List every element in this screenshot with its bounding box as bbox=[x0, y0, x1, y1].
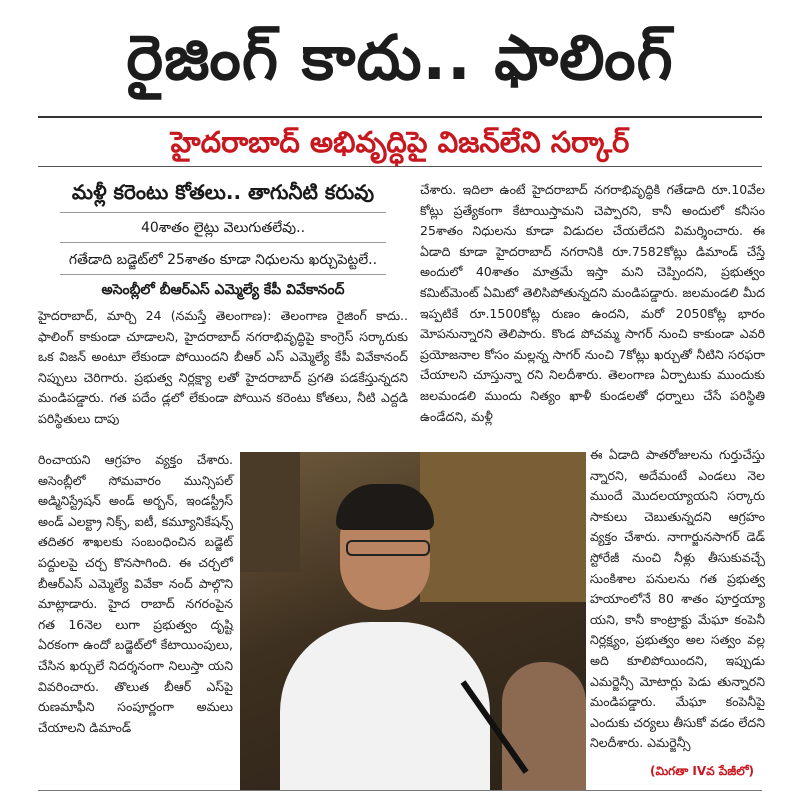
bottom-rule bbox=[38, 790, 762, 791]
deck-rule bbox=[60, 274, 386, 275]
deck-line-2: గతేడాది బడ్జెట్‌లో 25శాతం కూడా నిధులను ఖర్చుపెట్టలే.. bbox=[68, 252, 378, 268]
body-paragraph: చేశారు. ఇదిలా ఉంటే హైదరాబాద్ నగరాభివృద్ధికి గతేడాది రూ.10వేల కోట్లు ప్రత్యేకంగా కేటాయిస్తామని చెప్పారని, కానీ అందులో కనీసం 25శాతం నిధులను కూడా విడుదల చేయలేదని విమర్శించారు. ఈ ఏడాది కూడా హైదరాబాద్ నగరానికి రూ.7582కోట్లు డిమాండ్ చేస్తే అందులో 40శాతం మాత్రమే ఇస్తా మని చెప్పిందని, ప్రభుత్వం కమిట్‌మెంట్ ఏమిటో తెలిసిపోతున్నదని మండిపడ్డారు. జలమండలి మీద ఇప్పటికే రూ.1500కోట్ల రుణం ఉందని, మరో 2050కోట్ల భారం మోపనున్నారని తెలిపారు. కొండ పోచమ్మ సాగర్ నుంచి కాకుండా ఎవరి ప్రయోజనాల కోసం మల్లన్న సాగర్ నుంచి 7కోట్లు ఖర్చుతో నీటిని సరఫరా చేయాలని చూస్తున్నా రని నిలదీశారు. తెలంగాణ ఏర్పాటుకు ముందుకు జలమండలి ముందు నిత్యం ఖాళీ కుండలతో ధర్నాలు చేసే పరిస్థితి ఉండేదని, మళ్లీ bbox=[420, 182, 765, 424]
speaker-shirt bbox=[280, 622, 490, 790]
continuation-ref: (మిగతా IVవ పేజీలో) bbox=[649, 764, 755, 778]
speaker-photo bbox=[240, 452, 586, 790]
body-column-right-top bbox=[420, 180, 765, 427]
body-column-right-bottom bbox=[590, 445, 765, 754]
deck-line-1: 40శాతం లైట్లు వెలుగుతలేవు.. bbox=[140, 220, 306, 236]
mid-rule bbox=[38, 166, 762, 167]
wooden-panel bbox=[240, 452, 300, 572]
subheadline: హైదరాబాద్ అభివృద్ధిపై విజన్‌లేని సర్కార్ bbox=[170, 125, 630, 159]
body-paragraph: హైదరాబాద్, మార్చి 24 (నమస్తే తెలంగాణ): తెలంగాణ రైజింగ్ కాదు.. ఫాలింగ్ కాకుండా చూడాలని, హైదరాబాద్ నగరాభివృద్ధిపై కాంగ్రెస్ సర్కారుకు ఒక విజన్ అంటూ లేకుండా పోయిందని బీఆర్ ఎస్ ఎమ్మెల్యే కేపీ వివేకానంద్ నిప్పులు చెరిగారు. ప్రభుత్వ నిర్లక్ష్యా లతో హైదరాబాద్ ప్రగతి పడకేస్తున్నదని మండిపడ్డారు. గత పదేం డ్లలో లేకుండా పోయిన కరెంటు కోతలు, నీటి ఎద్దడి పరిస్థితులు దాపు bbox=[38, 308, 408, 426]
body-paragraph: ఈ ఏడాది పాతరోజులను గుర్తుచేస్తు న్నారని, అదేమంటే ఎండలు నెల ముందే మొదలయ్యాయని సర్కారు సాకులు చెబుతున్నదని ఆగ్రహం వ్యక్తం చేశారు. నాగార్జునసాగర్ డెడ్ స్టోరేజీ నుంచి నీళ్లు తీసుకువచ్చే సుంకిశాల పనులను గత ప్రభుత్వ హయాంలోనే 80 శాతం పూర్తయ్యా యని, కానీ కాంట్రాక్టు మేఘా కంపెనీ నిర్లక్ష్యం, ప్రభుత్వం అల సత్వం వల్ల అది కూలిపోయిందని, ఇప్పుడు ఎమర్జెన్సీ మోటార్లు పెడు తున్నారని మండిపడ్డారు. మేఘా కంపెనీపై ఎందుకు చర్యలు తీసుకో వడం లేదని నిలదీశారు. ఎమర్జెన్సీ bbox=[590, 447, 765, 751]
top-rule bbox=[38, 116, 762, 118]
speaker-glasses bbox=[346, 540, 430, 556]
wooden-panel bbox=[420, 452, 586, 602]
body-column-left-top bbox=[38, 306, 408, 430]
background-person bbox=[502, 662, 586, 790]
body-column-left-bottom bbox=[38, 450, 233, 738]
body-paragraph: రించాయని ఆగ్రహం వ్యక్తం చేశారు. అసెంబ్లీలో సోమవారం మున్సిపల్ అడ్మినిస్ట్రేషన్ అండ్ అర్బన్, ఇండస్ట్రీస్ అండ్ ఎలక్ట్రా నిక్స్, ఐటీ, కమ్యూనికేషన్స్ తదితర శాఖలకు సంబంధించిన బడ్జెట్ పద్దులపై చర్చ కొనసాగింది. ఈ చర్చలో బీఆర్‌ఎస్ ఎమ్మెల్యే వివేకా నంద్ పాల్గొని మాట్లాడారు. హైద రాబాద్ నగరంపైన గత 16నెల లుగా ప్రభుత్వం దృష్టి ఏరకంగా ఉందో బడ్జెట్‌లో కేటాయింపులు, చేసిన ఖర్చులే నిదర్శనంగా నిలుస్తా యని వివరించారు. తొలుత బీఆర్ ఎస్‌పై రుణమాఫీని సంపూర్ణంగా అమలు చేయాలని డిమాండ్ bbox=[38, 452, 233, 735]
kicker-title: మళ్లీ కరెంటు కోతలు.. తాగునీటి కరువు bbox=[71, 180, 375, 204]
deck-rule bbox=[60, 212, 386, 213]
headline: రైజింగ్ కాదు.. ఫాలింగ్ bbox=[126, 21, 674, 94]
deck-rule bbox=[60, 242, 386, 243]
deck-line-3: అసెంబ్లీలో బీఆర్‌ఎస్ ఎమ్మెల్యే కేపీ వివేకానంద్ bbox=[101, 282, 345, 298]
